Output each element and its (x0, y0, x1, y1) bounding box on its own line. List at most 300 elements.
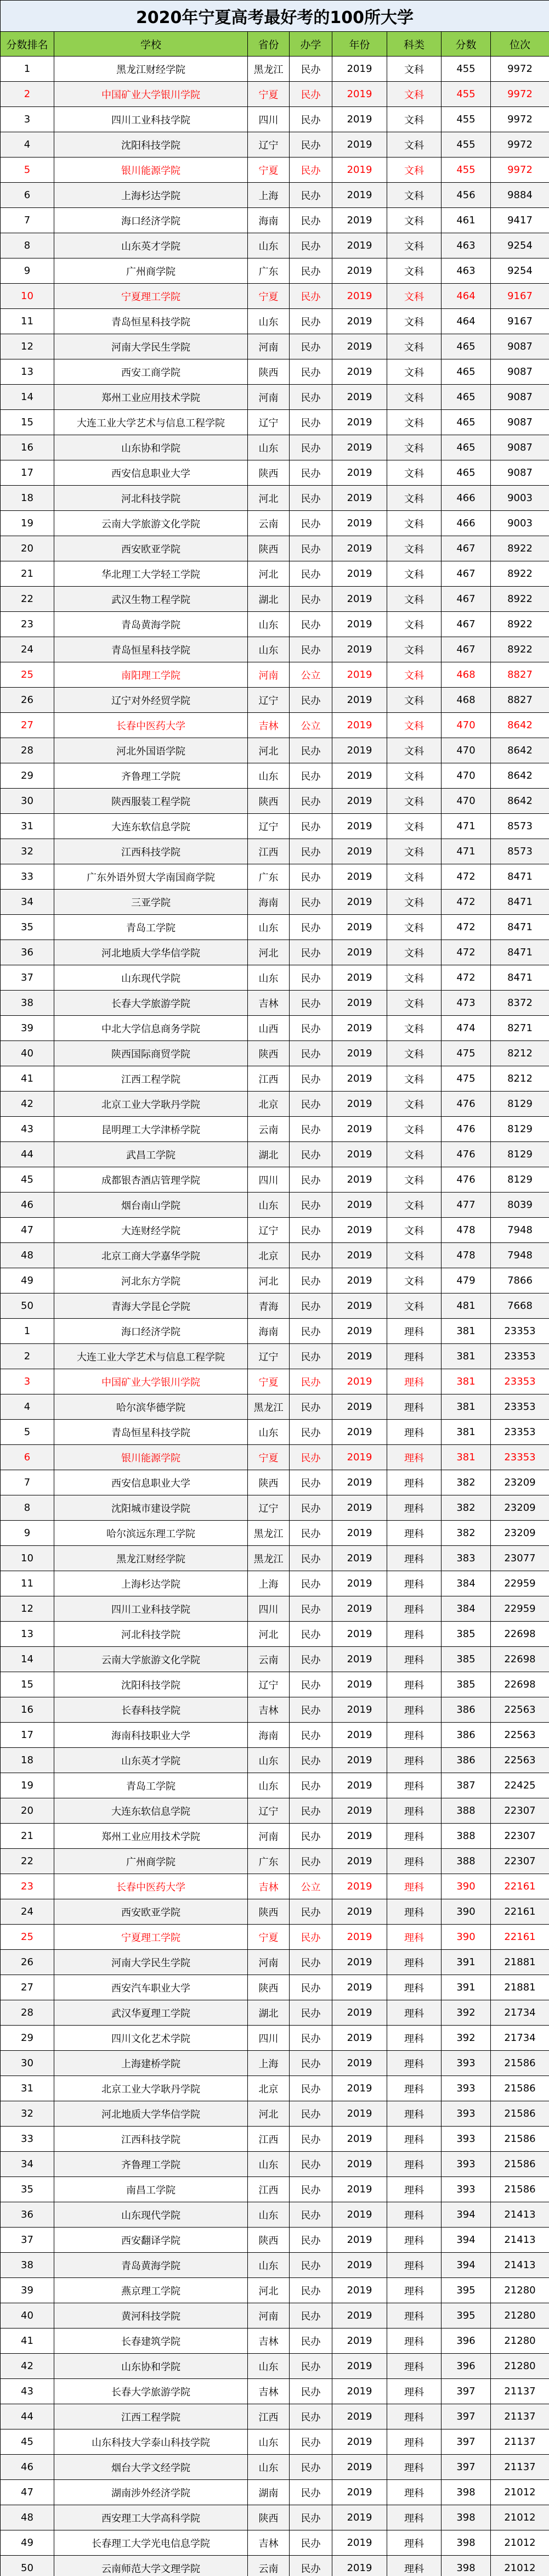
cell-province: 吉林 (248, 1697, 290, 1723)
cell-province: 吉林 (248, 2530, 290, 2556)
cell-rank: 17 (1, 460, 54, 486)
cell-province: 青海 (248, 1293, 290, 1319)
cell-rank: 3 (1, 107, 54, 132)
table-row (1, 208, 549, 233)
cell-rank: 7 (1, 1470, 54, 1495)
table-row (1, 688, 549, 713)
cell-rank: 32 (1, 839, 54, 864)
cell-rank: 23 (1, 612, 54, 637)
cell-position: 21413 (491, 2202, 549, 2228)
cell-year: 2019 (332, 612, 387, 637)
cell-position: 8573 (491, 839, 549, 864)
cell-province: 山东 (248, 1748, 290, 1773)
cell-rank: 10 (1, 284, 54, 309)
cell-school: 西安信息职业大学 (54, 460, 248, 486)
cell-position: 23209 (491, 1521, 549, 1546)
table-row (1, 713, 549, 738)
cell-year: 2019 (332, 1622, 387, 1647)
cell-year: 2019 (332, 2076, 387, 2101)
cell-position: 21413 (491, 2228, 549, 2253)
header-province: 省份 (248, 32, 290, 57)
cell-score: 391 (442, 1975, 491, 2000)
cell-province: 海南 (248, 1319, 290, 1344)
cell-position: 8573 (491, 814, 549, 839)
cell-type: 民办 (290, 2530, 332, 2556)
cell-year: 2019 (332, 1571, 387, 1596)
table-row (1, 2530, 549, 2556)
cell-year: 2019 (332, 662, 387, 688)
cell-type: 民办 (290, 233, 332, 258)
cell-school: 西安汽车职业大学 (54, 1975, 248, 2000)
cell-score: 381 (442, 1394, 491, 1420)
cell-position: 21137 (491, 2429, 549, 2455)
cell-position: 8212 (491, 1041, 549, 1066)
cell-position: 7948 (491, 1243, 549, 1268)
table-row (1, 486, 549, 511)
table-row (1, 183, 549, 208)
table-row (1, 233, 549, 258)
cell-school: 广东外语外贸大学南国商学院 (54, 864, 248, 890)
cell-position: 21586 (491, 2127, 549, 2152)
table-row (1, 1495, 549, 1521)
cell-subject: 文科 (387, 183, 442, 208)
cell-province: 黑龙江 (248, 1546, 290, 1571)
cell-subject: 理科 (387, 2429, 442, 2455)
cell-school: 长春大学旅游学院 (54, 991, 248, 1016)
cell-year: 2019 (332, 1420, 387, 1445)
cell-school: 海口经济学院 (54, 208, 248, 233)
cell-type: 民办 (290, 2253, 332, 2278)
cell-subject: 文科 (387, 965, 442, 991)
cell-province: 北京 (248, 2076, 290, 2101)
table-row (1, 2177, 549, 2202)
cell-score: 394 (442, 2202, 491, 2228)
cell-year: 2019 (332, 132, 387, 158)
cell-province: 湖北 (248, 587, 290, 612)
cell-province: 山东 (248, 435, 290, 460)
cell-type: 民办 (290, 1092, 332, 1117)
cell-province: 宁夏 (248, 82, 290, 107)
cell-school: 四川文化艺术学院 (54, 2026, 248, 2051)
cell-school: 长春建筑学院 (54, 2328, 248, 2354)
cell-province: 宁夏 (248, 284, 290, 309)
cell-school: 大连工业大学艺术与信息工程学院 (54, 1344, 248, 1369)
cell-school: 成都银杏酒店管理学院 (54, 1167, 248, 1193)
cell-subject: 理科 (387, 1622, 442, 1647)
cell-position: 8642 (491, 713, 549, 738)
cell-type: 民办 (290, 2328, 332, 2354)
cell-province: 山东 (248, 2202, 290, 2228)
cell-position: 23353 (491, 1319, 549, 1344)
table-row (1, 2051, 549, 2076)
cell-rank: 50 (1, 2556, 54, 2576)
cell-province: 河北 (248, 1268, 290, 1293)
cell-rank: 30 (1, 2051, 54, 2076)
cell-rank: 13 (1, 1622, 54, 1647)
cell-subject: 理科 (387, 2379, 442, 2404)
cell-type: 民办 (290, 385, 332, 410)
cell-subject: 理科 (387, 1521, 442, 1546)
table-row (1, 2000, 549, 2026)
cell-province: 辽宁 (248, 1672, 290, 1697)
cell-position: 22161 (491, 1899, 549, 1925)
cell-position: 21280 (491, 2278, 549, 2303)
cell-year: 2019 (332, 1849, 387, 1874)
table-row (1, 637, 549, 662)
cell-position: 23209 (491, 1470, 549, 1495)
cell-position: 8129 (491, 1167, 549, 1193)
cell-score: 465 (442, 385, 491, 410)
cell-province: 海南 (248, 1723, 290, 1748)
table-row (1, 2278, 549, 2303)
cell-school: 河北科技学院 (54, 1622, 248, 1647)
table-row (1, 2455, 549, 2480)
cell-position: 21012 (491, 2556, 549, 2576)
cell-subject: 文科 (387, 1193, 442, 1218)
cell-score: 396 (442, 2328, 491, 2354)
cell-rank: 8 (1, 233, 54, 258)
cell-score: 472 (442, 890, 491, 915)
cell-type: 民办 (290, 2429, 332, 2455)
cell-school: 山东英才学院 (54, 233, 248, 258)
cell-school: 宁夏理工学院 (54, 284, 248, 309)
cell-rank: 47 (1, 2480, 54, 2505)
table-row (1, 587, 549, 612)
cell-score: 393 (442, 2177, 491, 2202)
cell-rank: 50 (1, 1293, 54, 1319)
cell-score: 385 (442, 1622, 491, 1647)
cell-school: 上海杉达学院 (54, 1571, 248, 1596)
cell-rank: 40 (1, 1041, 54, 1066)
cell-type: 民办 (290, 2480, 332, 2505)
cell-subject: 文科 (387, 435, 442, 460)
cell-position: 23353 (491, 1369, 549, 1394)
cell-type: 民办 (290, 132, 332, 158)
cell-score: 465 (442, 435, 491, 460)
cell-province: 宁夏 (248, 1369, 290, 1394)
cell-province: 河北 (248, 1622, 290, 1647)
cell-school: 青岛黄海学院 (54, 612, 248, 637)
cell-school: 江西科技学院 (54, 839, 248, 864)
cell-position: 23353 (491, 1394, 549, 1420)
cell-year: 2019 (332, 1344, 387, 1369)
cell-subject: 理科 (387, 1394, 442, 1420)
cell-rank: 1 (1, 57, 54, 82)
cell-type: 民办 (290, 1268, 332, 1293)
cell-province: 河南 (248, 662, 290, 688)
cell-year: 2019 (332, 1142, 387, 1167)
cell-position: 7668 (491, 1293, 549, 1319)
cell-school: 青岛恒星科技学院 (54, 637, 248, 662)
cell-province: 陕西 (248, 1899, 290, 1925)
table-row (1, 1571, 549, 1596)
cell-position: 8642 (491, 789, 549, 814)
table-row (1, 1319, 549, 1344)
cell-school: 齐鲁理工学院 (54, 2152, 248, 2177)
cell-subject: 理科 (387, 1723, 442, 1748)
cell-subject: 理科 (387, 1975, 442, 2000)
cell-rank: 24 (1, 637, 54, 662)
cell-rank: 39 (1, 1016, 54, 1041)
cell-rank: 33 (1, 864, 54, 890)
cell-province: 广东 (248, 1849, 290, 1874)
cell-score: 392 (442, 2000, 491, 2026)
cell-province: 吉林 (248, 2379, 290, 2404)
cell-year: 2019 (332, 309, 387, 334)
cell-score: 463 (442, 233, 491, 258)
cell-subject: 理科 (387, 2354, 442, 2379)
cell-subject: 理科 (387, 2177, 442, 2202)
cell-score: 392 (442, 2026, 491, 2051)
cell-position: 8129 (491, 1117, 549, 1142)
cell-year: 2019 (332, 158, 387, 183)
table-row (1, 2127, 549, 2152)
cell-score: 478 (442, 1243, 491, 1268)
table-row (1, 789, 549, 814)
cell-score: 465 (442, 359, 491, 385)
cell-position: 22563 (491, 1748, 549, 1773)
table-row (1, 915, 549, 940)
cell-school: 长春科技学院 (54, 1697, 248, 1723)
cell-type: 民办 (290, 158, 332, 183)
cell-province: 山东 (248, 1773, 290, 1798)
cell-score: 455 (442, 158, 491, 183)
cell-year: 2019 (332, 2505, 387, 2530)
cell-position: 9087 (491, 410, 549, 435)
cell-province: 上海 (248, 2051, 290, 2076)
cell-province: 吉林 (248, 1874, 290, 1899)
cell-subject: 文科 (387, 662, 442, 688)
cell-rank: 3 (1, 1369, 54, 1394)
cell-type: 民办 (290, 1344, 332, 1369)
cell-type: 民办 (290, 2000, 332, 2026)
cell-position: 9087 (491, 334, 549, 359)
cell-rank: 13 (1, 359, 54, 385)
cell-province: 山东 (248, 233, 290, 258)
cell-year: 2019 (332, 536, 387, 561)
header-score: 分数 (442, 32, 491, 57)
cell-year: 2019 (332, 940, 387, 965)
cell-school: 河北地质大学华信学院 (54, 940, 248, 965)
cell-type: 民办 (290, 1495, 332, 1521)
cell-subject: 理科 (387, 1672, 442, 1697)
table-row (1, 2202, 549, 2228)
cell-rank: 2 (1, 1344, 54, 1369)
cell-score: 388 (442, 1798, 491, 1824)
cell-year: 2019 (332, 1521, 387, 1546)
cell-rank: 44 (1, 2404, 54, 2429)
cell-province: 山东 (248, 2354, 290, 2379)
table-row (1, 991, 549, 1016)
cell-rank: 43 (1, 1117, 54, 1142)
table-row (1, 2328, 549, 2354)
cell-score: 455 (442, 107, 491, 132)
cell-school: 四川工业科技学院 (54, 1596, 248, 1622)
cell-year: 2019 (332, 1697, 387, 1723)
cell-position: 8922 (491, 561, 549, 587)
cell-province: 河北 (248, 940, 290, 965)
cell-type: 民办 (290, 1445, 332, 1470)
cell-type: 民办 (290, 1016, 332, 1041)
cell-position: 9087 (491, 359, 549, 385)
cell-score: 398 (442, 2480, 491, 2505)
cell-school: 西安欧亚学院 (54, 536, 248, 561)
table-row (1, 1394, 549, 1420)
cell-province: 河北 (248, 738, 290, 763)
cell-province: 辽宁 (248, 1798, 290, 1824)
cell-province: 宁夏 (248, 158, 290, 183)
cell-school: 上海建桥学院 (54, 2051, 248, 2076)
cell-score: 479 (442, 1268, 491, 1293)
cell-rank: 38 (1, 991, 54, 1016)
table-row (1, 2026, 549, 2051)
cell-rank: 33 (1, 2127, 54, 2152)
cell-score: 475 (442, 1041, 491, 1066)
table-row (1, 1293, 549, 1319)
cell-type: 民办 (290, 82, 332, 107)
cell-province: 河南 (248, 334, 290, 359)
table-row (1, 1925, 549, 1950)
cell-rank: 22 (1, 1849, 54, 1874)
cell-subject: 理科 (387, 1369, 442, 1394)
cell-rank: 11 (1, 309, 54, 334)
cell-score: 464 (442, 284, 491, 309)
cell-province: 海南 (248, 208, 290, 233)
cell-year: 2019 (332, 1975, 387, 2000)
cell-year: 2019 (332, 1950, 387, 1975)
cell-position: 21734 (491, 2000, 549, 2026)
table-row (1, 132, 549, 158)
cell-type: 民办 (290, 334, 332, 359)
cell-year: 2019 (332, 460, 387, 486)
cell-rank: 46 (1, 1193, 54, 1218)
cell-rank: 32 (1, 2101, 54, 2127)
cell-rank: 39 (1, 2278, 54, 2303)
cell-school: 广州商学院 (54, 1849, 248, 1874)
cell-province: 河南 (248, 1824, 290, 1849)
cell-subject: 理科 (387, 1899, 442, 1925)
table-row (1, 511, 549, 536)
table-row (1, 435, 549, 460)
cell-type: 民办 (290, 612, 332, 637)
cell-position: 9003 (491, 511, 549, 536)
cell-subject: 理科 (387, 1344, 442, 1369)
cell-subject: 文科 (387, 915, 442, 940)
cell-rank: 48 (1, 2505, 54, 2530)
cell-score: 467 (442, 587, 491, 612)
cell-year: 2019 (332, 1899, 387, 1925)
cell-position: 21137 (491, 2379, 549, 2404)
cell-rank: 47 (1, 1218, 54, 1243)
cell-subject: 理科 (387, 2530, 442, 2556)
table-row (1, 309, 549, 334)
cell-score: 381 (442, 1344, 491, 1369)
cell-position: 8212 (491, 1066, 549, 1092)
cell-year: 2019 (332, 2228, 387, 2253)
cell-position: 21280 (491, 2328, 549, 2354)
cell-position: 22307 (491, 1849, 549, 1874)
cell-score: 385 (442, 1672, 491, 1697)
table-row (1, 1167, 549, 1193)
cell-year: 2019 (332, 1470, 387, 1495)
cell-rank: 36 (1, 940, 54, 965)
cell-type: 公立 (290, 662, 332, 688)
cell-type: 民办 (290, 1394, 332, 1420)
cell-province: 江西 (248, 1066, 290, 1092)
cell-position: 7948 (491, 1218, 549, 1243)
cell-type: 民办 (290, 183, 332, 208)
cell-school: 长春大学旅游学院 (54, 2379, 248, 2404)
cell-position: 9087 (491, 460, 549, 486)
cell-subject: 理科 (387, 2253, 442, 2278)
cell-school: 中国矿业大学银川学院 (54, 82, 248, 107)
cell-type: 民办 (290, 107, 332, 132)
cell-school: 南昌工学院 (54, 2177, 248, 2202)
cell-year: 2019 (332, 1723, 387, 1748)
cell-year: 2019 (332, 385, 387, 410)
cell-rank: 30 (1, 789, 54, 814)
cell-school: 河北外国语学院 (54, 738, 248, 763)
cell-type: 民办 (290, 2505, 332, 2530)
cell-score: 473 (442, 991, 491, 1016)
cell-score: 391 (442, 1950, 491, 1975)
cell-score: 467 (442, 561, 491, 587)
cell-score: 387 (442, 1773, 491, 1798)
table-row (1, 612, 549, 637)
cell-rank: 44 (1, 1142, 54, 1167)
cell-school: 中北大学信息商务学院 (54, 1016, 248, 1041)
cell-subject: 理科 (387, 1495, 442, 1521)
cell-position: 22161 (491, 1874, 549, 1899)
cell-subject: 文科 (387, 1293, 442, 1319)
cell-year: 2019 (332, 2051, 387, 2076)
cell-province: 江西 (248, 839, 290, 864)
cell-rank: 27 (1, 713, 54, 738)
table-row (1, 2429, 549, 2455)
cell-position: 9417 (491, 208, 549, 233)
cell-rank: 6 (1, 1445, 54, 1470)
cell-province: 黑龙江 (248, 1394, 290, 1420)
table-row (1, 1243, 549, 1268)
cell-score: 463 (442, 258, 491, 284)
cell-score: 472 (442, 965, 491, 991)
cell-rank: 49 (1, 1268, 54, 1293)
cell-province: 北京 (248, 1092, 290, 1117)
cell-position: 21586 (491, 2152, 549, 2177)
cell-subject: 文科 (387, 82, 442, 107)
cell-position: 22959 (491, 1571, 549, 1596)
cell-subject: 理科 (387, 2303, 442, 2328)
cell-position: 21137 (491, 2404, 549, 2429)
cell-rank: 42 (1, 1092, 54, 1117)
cell-position: 8129 (491, 1142, 549, 1167)
cell-type: 民办 (290, 2026, 332, 2051)
cell-score: 390 (442, 1874, 491, 1899)
cell-position: 22425 (491, 1773, 549, 1798)
table-row (1, 82, 549, 107)
cell-position: 8922 (491, 536, 549, 561)
cell-type: 民办 (290, 1723, 332, 1748)
cell-year: 2019 (332, 1672, 387, 1697)
cell-subject: 文科 (387, 1268, 442, 1293)
cell-subject: 文科 (387, 637, 442, 662)
cell-year: 2019 (332, 208, 387, 233)
cell-type: 民办 (290, 2177, 332, 2202)
cell-position: 9972 (491, 57, 549, 82)
cell-score: 397 (442, 2379, 491, 2404)
cell-position: 22563 (491, 1697, 549, 1723)
cell-province: 湖北 (248, 2000, 290, 2026)
